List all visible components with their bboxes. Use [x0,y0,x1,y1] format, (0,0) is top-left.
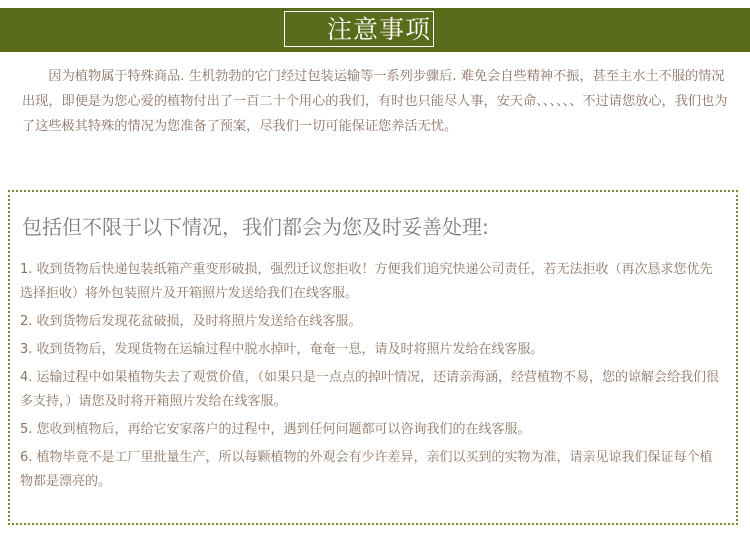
list-item: 1. 收到货物后快递包装纸箱产重变形破损，强烈迁议您拒收！方便我们追究快递公司责任，若无法拒收（再次恳求您优先选择拒收）将外包装照片及开箱照片发送给我们在线客服。 [20,262,713,301]
page-title: 注意事项 [284,11,434,47]
list-item: 4. 运输过程中如果植物失去了观赏价值，（如果只是一点点的掉叶情况，还请亲海涵，经营植物不易，您的谅解会给我们很多支持，）请您及时将开箱照片发给在线客服。 [20,370,720,409]
intro-paragraph: 因为植物属于特殊商品. 生机勃勃的它门经过包装运输等一系列步骤后. 难免会自些精神不振，甚至主水土不服的情况出现，即便是为您心爱的植物付出了一百二十个用心的我们，有时也只能尽人事，安天命、、、、、、不过请您放心，我们也为了这些极其特殊的情况为您准备了预案，尽我们一切可能保证您养活无忧。 [22,69,728,134]
notice-list [20,258,722,498]
list-item: 5. 您收到植物后，再给它安家落户的过程中，遇到任何问题都可以咨询我们的在线客服。 [20,422,531,437]
list-item: 3. 收到货物后，发现货物在运输过程中脱水掉叶，奄奄一息，请及时将照片发给在线客服。 [20,342,544,357]
list-item: 6. 植物毕竟不是工厂里批量生产，所以每颗植物的外观会有少许差异，亲们以买到的实物为准，请亲见谅我们保证每个植物都是漂亮的。 [20,450,713,489]
list-item: 2. 收到货物后发现花盆破损，及时将照片发送给在线客服。 [20,314,362,329]
notice-heading: 包括但不限于以下情况，我们都会为您及时妥善处理: [22,215,489,239]
header-banner [0,8,750,52]
notice-box [8,190,738,525]
